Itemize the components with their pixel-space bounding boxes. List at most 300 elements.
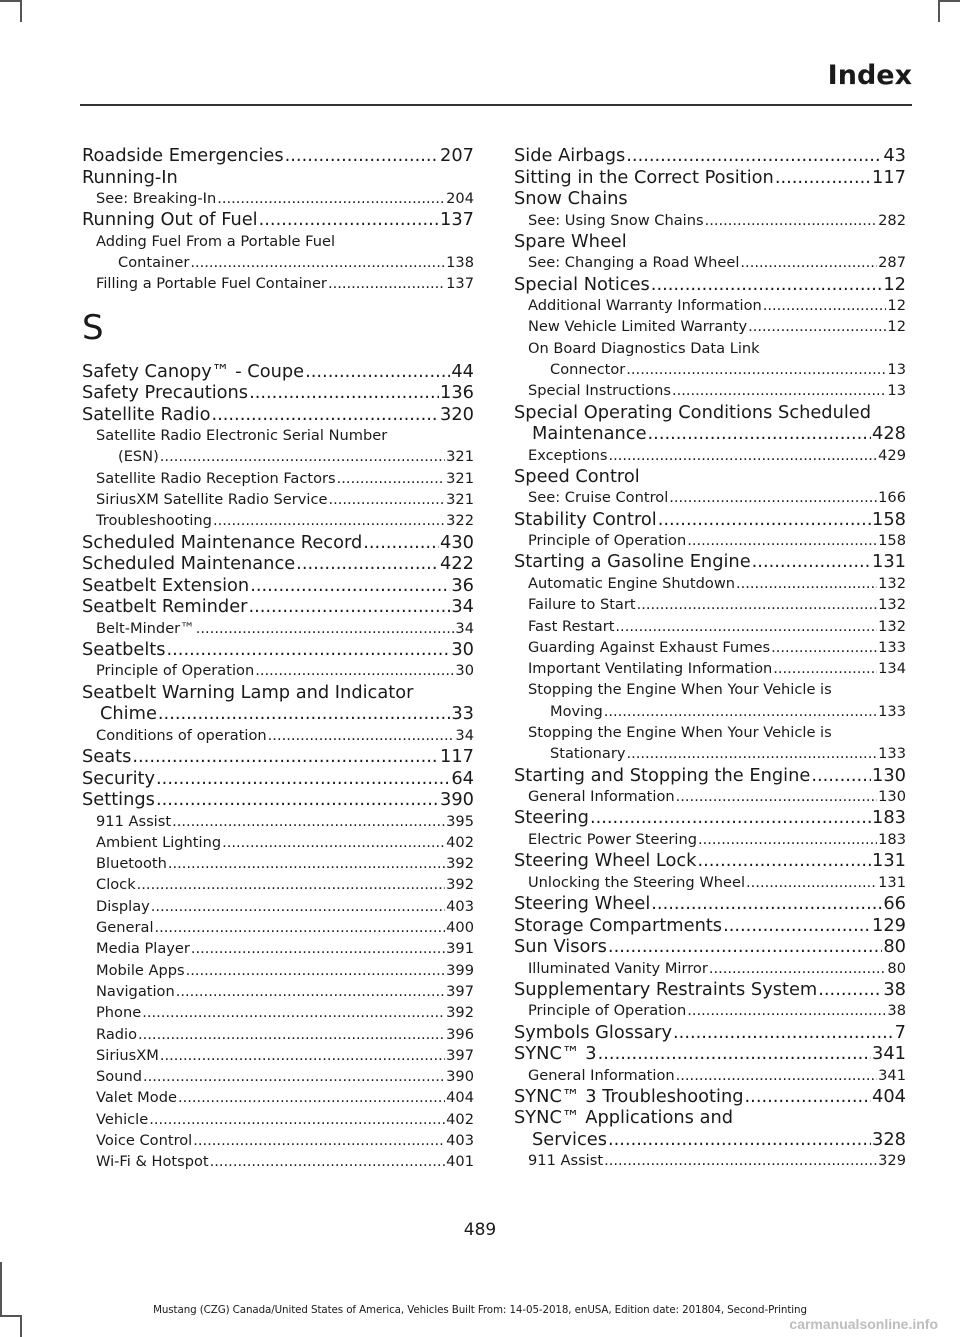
entry-label: Scheduled Maintenance Record [82,531,363,553]
index-subentry [82,917,474,938]
entry-label: Media Player [96,940,190,958]
index-entry [514,1129,906,1151]
entry-label: Moving [550,702,603,720]
entry-page: 430 [440,531,474,553]
entry-label: Supplementary Restraints System [514,978,818,1000]
entry-label: Starting a Gasoline Engine [514,551,751,573]
entry-page: 392 [446,855,474,873]
index-subentry [514,530,906,551]
entry-label: Adding Fuel From a Portable Fuel [96,232,336,250]
entry-page: 158 [872,508,906,530]
leader-dots [143,1066,445,1087]
index-entry [82,682,474,704]
entry-page: 34 [455,726,474,744]
leader-dots [752,551,871,573]
leader-dots [648,423,872,445]
entry-label: Special Instructions [528,382,671,400]
leader-dots [160,446,445,467]
entry-page: 117 [440,746,474,768]
entry-label: Phone [96,1004,142,1022]
entry-label: Fast Restart [528,617,615,635]
entry-page: 12 [887,318,906,336]
entry-label: Safety Canopy™ - Coupe [82,360,305,382]
crop-mark [20,0,22,22]
leader-dots [687,530,877,551]
leader-dots [248,596,450,618]
entry-page: 320 [440,403,474,425]
leader-dots [250,575,450,597]
index-subentry [514,445,906,466]
leader-dots [615,616,877,637]
index-entry [82,404,474,426]
entry-page: 395 [446,812,474,830]
leader-dots [142,1002,445,1023]
entry-label: Electric Power Steering [528,830,697,848]
entry-page: 397 [446,982,474,1000]
index-entry [82,746,474,768]
leader-dots [196,618,455,639]
entry-page: 36 [451,574,474,596]
index-entry [514,231,906,253]
entry-page: 402 [446,1110,474,1128]
entry-page: 428 [872,423,906,445]
leader-dots [651,893,882,915]
leader-dots [167,639,451,661]
entry-label: New Vehicle Limited Warranty [528,318,748,336]
entry-label: Roadside Emergencies [82,145,284,166]
leader-dots [676,1065,878,1086]
index-entry [514,551,906,573]
index-subentry [514,701,906,722]
entry-page: 207 [440,145,474,166]
index-subentry [514,679,906,700]
entry-page: 341 [872,1043,906,1065]
entry-page: 390 [440,789,474,811]
entry-label: Display [96,897,150,915]
leader-dots [687,1000,886,1021]
entry-page: 404 [872,1085,906,1107]
leader-dots [156,789,439,811]
leader-dots [698,829,877,850]
leader-dots [305,361,450,383]
entry-page: 80 [883,936,906,958]
entry-label: Vehicle [96,1110,149,1128]
entry-page: 38 [887,1002,906,1020]
index-subentry [514,829,906,850]
entry-page: 404 [446,1089,474,1107]
leader-dots [773,658,877,679]
entry-page: 7 [894,1021,906,1043]
leader-dots [748,316,886,337]
entry-label: Valet Mode [96,1089,177,1107]
entry-label: 911 Assist [528,1152,604,1170]
index-subentry [82,618,474,639]
footer-text: Mustang (CZG) Canada/United States of America, Vehicles Built From: 14-05-2018, enUSA, Edition date: 201804, Second-Printing [153,1304,807,1316]
index-entry [514,1086,906,1108]
index-entry [514,807,906,829]
entry-page: 204 [446,190,474,207]
index-column-left [82,145,474,1173]
entry-page: 422 [440,553,474,575]
index-subentry [514,958,906,979]
entry-page: 137 [446,275,474,293]
entry-page: 34 [451,596,474,618]
entry-label: Seatbelt Warning Lamp and Indicator [82,681,414,703]
index-subentry [82,1045,474,1066]
leader-dots [590,807,871,829]
entry-label: Unlocking the Steering Wheel [528,873,746,891]
index-subentry [514,743,906,764]
leader-dots [658,509,871,531]
entry-label: Maintenance [532,423,647,445]
index-entry [514,1022,906,1044]
index-subentry [82,1130,474,1151]
entry-label: Belt-Minder™ [96,619,195,637]
crop-mark [938,0,960,2]
leader-dots [723,915,871,937]
index-entry [82,789,474,811]
entry-label: SYNC™ 3 Troubleshooting [514,1085,744,1107]
watermark: carmanualsonline.info [789,1316,938,1332]
entry-label: Chime [100,703,157,725]
leader-dots [255,660,454,681]
index-subentry [82,960,474,981]
index-subentry [514,380,906,401]
leader-dots [191,938,445,959]
leader-dots [363,532,439,554]
entry-label: Guarding Against Exhaust Fumes [528,638,771,656]
entry-page: 38 [883,978,906,1000]
leader-dots [626,743,877,764]
entry-label: Seats [82,746,132,768]
index-entry [82,145,474,167]
index-subentry [514,786,906,807]
leader-dots [213,510,445,531]
index-entry [514,402,906,424]
entry-label: Seatbelt Reminder [82,596,248,618]
index-subentry [82,896,474,917]
index-letter: S [82,307,104,348]
entry-label: Radio [96,1025,138,1043]
leader-dots [155,917,446,938]
entry-page: 134 [878,660,906,678]
leader-dots [736,573,877,594]
leader-dots [818,979,882,1001]
entry-label: See: Using Snow Chains [528,211,704,229]
entry-label: Stopping the Engine When Your Vehicle is [528,681,832,699]
entry-label: Failure to Start [528,596,636,614]
index-entry [82,361,474,383]
leader-dots [746,872,877,893]
index-subentry [514,1065,906,1086]
entry-label: Wi-Fi & Hotspot [96,1153,209,1171]
index-subentry [514,487,906,508]
entry-label: Stability Control [514,508,657,530]
entry-page: 402 [446,833,474,851]
entry-label: Steering Wheel [514,893,651,915]
leader-dots [193,1130,445,1151]
entry-label: SYNC™ 3 [514,1043,597,1065]
entry-label: Scheduled Maintenance [82,553,296,575]
entry-page: 136 [440,382,474,404]
index-subentry [82,446,474,467]
leader-dots [740,252,877,273]
entry-page: 282 [878,211,906,229]
entry-label: Clock [96,876,136,894]
entry-page: 33 [451,703,474,725]
leader-dots [168,853,445,874]
entry-page: 131 [872,551,906,573]
leader-dots [604,701,877,722]
entry-label: Sitting in the Correct Position [514,166,774,188]
entry-page: 397 [446,1046,474,1064]
entry-page: 329 [878,1152,906,1170]
leader-dots [637,594,878,615]
entry-label: Special Notices [514,273,650,295]
entry-page: 30 [455,662,474,680]
leader-dots [178,1087,445,1108]
entry-label: Bluetooth [96,855,167,873]
leader-dots [211,404,439,426]
entry-label: (ESN) [118,448,159,466]
leader-dots [626,359,886,380]
entry-label: General Information [528,1066,675,1084]
entry-label: Steering [514,807,589,829]
entry-page: 137 [440,209,474,231]
entry-page: 183 [872,807,906,829]
entry-page: 13 [887,360,906,378]
entry-page: 131 [878,873,906,891]
entry-label: Storage Compartments [514,914,723,936]
entry-page: 133 [878,638,906,656]
entry-label: Settings [82,789,155,811]
entry-page: 341 [878,1066,906,1084]
entry-page: 322 [446,512,474,530]
leader-dots [811,765,871,787]
entry-page: 287 [878,254,906,272]
index-entry [82,575,474,597]
entry-label: Conditions of operation [96,726,267,744]
leader-dots [138,1024,445,1045]
index-subentry [82,1024,474,1045]
leader-dots [156,768,450,790]
entry-label: Services [532,1128,607,1150]
header-divider [80,104,912,106]
index-subentry [82,832,474,853]
leader-dots [705,210,878,231]
index-entry [82,209,474,231]
index-subentry [514,295,906,316]
entry-label: SiriusXM [96,1046,159,1064]
leader-dots [210,1151,446,1172]
entry-page: 66 [883,893,906,915]
leader-dots [697,850,871,872]
leader-dots [222,832,445,853]
entry-page: 133 [878,745,906,763]
entry-label: General Information [528,788,675,806]
entry-label: Ambient Lighting [96,833,222,851]
entry-label: Illuminated Vanity Mirror [528,959,708,977]
leader-dots [771,637,877,658]
index-entry [82,532,474,554]
index-subentry [82,188,474,209]
entry-label: See: Breaking-In [96,190,217,207]
entry-page: 392 [446,1004,474,1022]
index-entry [514,893,906,915]
leader-dots [673,1022,894,1044]
entry-label: Special Operating Conditions Scheduled [514,401,872,423]
leader-dots [217,188,445,209]
entry-label: Exceptions [528,446,608,464]
entry-page: 44 [451,360,474,382]
index-subentry [82,811,474,832]
entry-page: 117 [872,166,906,188]
entry-label: Seatbelt Extension [82,574,250,596]
index-subentry [82,660,474,681]
entry-page: 43 [883,145,906,166]
leader-dots [676,786,878,807]
leader-dots [626,145,882,167]
index-entry [514,1043,906,1065]
leader-dots [598,1043,871,1065]
leader-dots [268,725,455,746]
index-subentry [82,231,474,252]
index-entry [514,167,906,189]
leader-dots [328,489,445,510]
index-subentry [82,252,474,273]
entry-page: 400 [446,919,474,937]
entry-label: 911 Assist [96,812,172,830]
page-title: Index [827,60,912,91]
entry-label: Stationary [550,745,626,763]
entry-page: 138 [446,254,474,272]
entry-label: Stopping the Engine When Your Vehicle is [528,724,832,742]
crop-mark [938,0,940,22]
entry-label: SYNC™ Applications and [514,1107,734,1129]
entry-page: 158 [878,532,906,550]
index-entry [514,423,906,445]
entry-page: 133 [878,702,906,720]
index-subentry [514,616,906,637]
entry-page: 13 [887,382,906,400]
index-subentry [82,510,474,531]
entry-page: 321 [446,448,474,466]
leader-dots [160,1045,445,1066]
index-subentry [82,273,474,294]
entry-label: SiriusXM Satellite Radio Service [96,491,328,509]
entry-label: Navigation [96,982,175,1000]
entry-label: Automatic Engine Shutdown [528,574,735,592]
entry-page: 396 [446,1025,474,1043]
index-subentry [514,316,906,337]
entry-label: Satellite Radio Reception Factors [96,469,336,487]
entry-page: 12 [887,297,906,315]
entry-page: 321 [446,469,474,487]
entry-label: See: Cruise Control [528,489,669,507]
index-column-right [514,145,906,1172]
entry-page: 34 [455,619,474,637]
entry-page: 166 [878,489,906,507]
leader-dots [176,981,445,1002]
entry-label: Filling a Portable Fuel Container [96,275,327,293]
index-entry [514,1107,906,1129]
entry-label: Speed Control [514,465,640,487]
leader-dots [186,960,446,981]
index-subentry [514,722,906,743]
entry-label: Sound [96,1068,142,1086]
index-subentry [514,658,906,679]
entry-label: Connector [550,360,626,378]
entry-page: 132 [878,617,906,635]
index-entry [514,188,906,210]
entry-page: 429 [878,446,906,464]
entry-label: Spare Wheel [514,230,627,252]
leader-dots [608,936,882,958]
entry-label: Principle of Operation [528,1002,687,1020]
entry-label: Additional Warranty Information [528,297,762,315]
index-subentry [82,938,474,959]
entry-page: 321 [446,491,474,509]
index-entry [82,703,474,725]
index-entry [514,509,906,531]
leader-dots [132,746,439,768]
index-subentry [514,637,906,658]
leader-dots [259,209,439,231]
index-subentry [514,872,906,893]
leader-dots [669,487,877,508]
index-entry [514,979,906,1001]
entry-page: 132 [878,596,906,614]
index-entry [82,167,474,189]
entry-page: 392 [446,876,474,894]
index-subentry [82,853,474,874]
index-entry [514,915,906,937]
entry-page: 80 [887,959,906,977]
entry-label: Security [82,767,156,789]
entry-label: Steering Wheel Lock [514,850,697,872]
entry-page: 130 [878,788,906,806]
entry-label: Principle of Operation [96,662,255,680]
index-subentry [514,252,906,273]
index-subentry [82,1109,474,1130]
entry-page: 401 [446,1153,474,1171]
index-subentry [82,1066,474,1087]
leader-dots [608,1129,871,1151]
index-subentry [82,1002,474,1023]
entry-label: Side Airbags [514,145,626,166]
index-subentry [514,338,906,359]
index-entry [514,466,906,488]
leader-dots [172,811,445,832]
leader-dots [608,445,877,466]
index-entry [514,850,906,872]
leader-dots [709,958,887,979]
index-subentry [82,874,474,895]
index-subentry [82,489,474,510]
entry-label: On Board Diagnostics Data Link [528,339,760,357]
leader-dots [190,252,445,273]
leader-dots [337,468,445,489]
entry-page: 403 [446,897,474,915]
entry-label: Satellite Radio [82,403,211,425]
leader-dots [604,1150,877,1171]
entry-page: 391 [446,940,474,958]
index-subentry [82,1087,474,1108]
leader-dots [158,703,450,725]
index-subentry [514,573,906,594]
index-entry [514,274,906,296]
index-subentry [82,725,474,746]
